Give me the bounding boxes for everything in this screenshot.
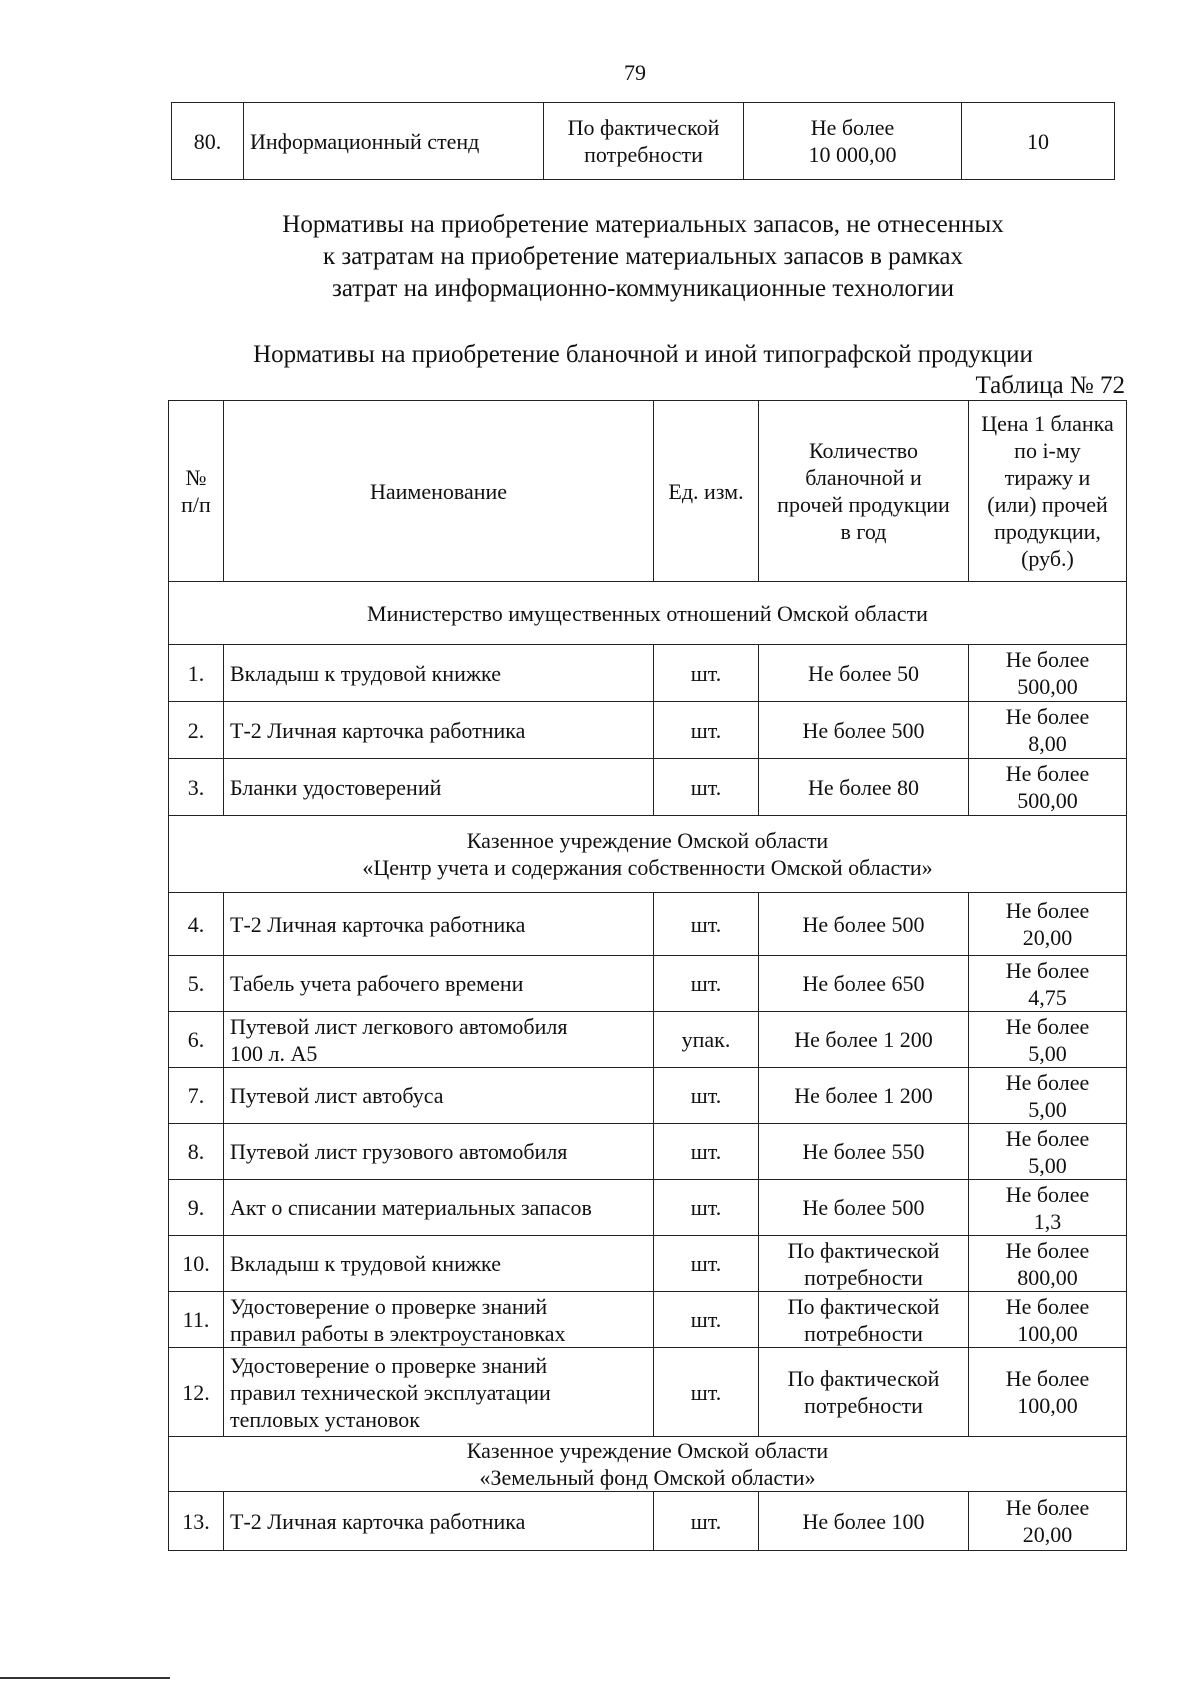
item-name: Т-2 Личная карточка работника	[224, 1492, 654, 1551]
row-number: 13.	[169, 1492, 224, 1551]
item-quantity: Не более 550	[759, 1124, 969, 1180]
item-unit: шт.	[654, 956, 759, 1012]
item-name: Удостоверение о проверке знаний правил технической эксплуатации тепловых установок	[224, 1348, 654, 1437]
table-row	[169, 1012, 1127, 1068]
item-unit: шт.	[654, 893, 759, 956]
item-name: Вкладыш к трудовой книжке	[224, 1236, 654, 1292]
table-row	[169, 645, 1127, 702]
section-heading: Нормативы на приобретение материальных запасов, не отнесенных к затратам на приобретение материальных запасов в рамках затрат на информационно-коммуникационные технологии	[282, 211, 1004, 302]
item-price: Не более 1,3	[969, 1180, 1127, 1236]
table-row	[169, 702, 1127, 759]
row-number: 11.	[169, 1292, 224, 1348]
item-quantity: Не более 1 200	[759, 1012, 969, 1068]
item-quantity: Не более 500	[759, 702, 969, 759]
item-unit: шт.	[654, 645, 759, 702]
item-quantity: Не более 80	[759, 759, 969, 816]
table-row	[169, 1348, 1127, 1437]
item-price: Не более 500,00	[969, 645, 1127, 702]
table-row	[169, 956, 1127, 1012]
header-quantity: Количество бланочной и прочей продукции в год	[759, 401, 969, 582]
table-row	[169, 1068, 1127, 1124]
item-name: Вкладыш к трудовой книжке	[224, 645, 654, 702]
row-number: 12.	[169, 1348, 224, 1437]
item-price: Не более 8,00	[969, 702, 1127, 759]
section-title: Казенное учреждение Омской области «Центр учета и содержания собственности Омской области»	[169, 816, 1127, 893]
page-number: 79	[624, 60, 646, 85]
item-unit: упак.	[654, 1012, 759, 1068]
section-row	[169, 816, 1127, 893]
row-number: 6.	[169, 1012, 224, 1068]
item-price: Не более 5,00	[969, 1124, 1127, 1180]
row-number: 9.	[169, 1180, 224, 1236]
row-number: 4.	[169, 893, 224, 956]
item-unit: шт.	[654, 1236, 759, 1292]
header-number: № п/п	[169, 401, 224, 582]
item-unit: шт.	[654, 1492, 759, 1551]
section-title: Министерство имущественных отношений Омской области	[169, 582, 1127, 645]
item-name: Удостоверение о проверке знаний правил работы в электроустановках	[224, 1292, 654, 1348]
item-quantity: Не более 100	[759, 1492, 969, 1551]
table-row	[169, 1492, 1127, 1551]
row-number: 10.	[169, 1236, 224, 1292]
item-price: Не более 800,00	[969, 1236, 1127, 1292]
table-row	[169, 1236, 1127, 1292]
row-number: 5.	[169, 956, 224, 1012]
item-quantity: Не более 1 200	[759, 1068, 969, 1124]
table-row	[169, 1292, 1127, 1348]
item-price: Не более 5,00	[969, 1012, 1127, 1068]
table-header-row	[169, 401, 1127, 582]
item-unit: шт.	[654, 702, 759, 759]
table-row	[169, 893, 1127, 956]
item-quantity: По фактической потребности	[759, 1236, 969, 1292]
header-unit: Ед. изм.	[654, 401, 759, 582]
item-name: Путевой лист легкового автомобиля 100 л. А5	[224, 1012, 654, 1068]
item-price: Не более 20,00	[969, 893, 1127, 956]
item-quantity: Не более 500	[759, 1180, 969, 1236]
item-name: Акт о списании материальных запасов	[224, 1180, 654, 1236]
table-row	[172, 103, 1115, 180]
section-row	[169, 582, 1127, 645]
norms-table	[168, 400, 1127, 1551]
item-unit: шт.	[654, 1124, 759, 1180]
row-number: 2.	[169, 702, 224, 759]
item-name: Бланки удостоверений	[224, 759, 654, 816]
item-name: Информационный стенд	[244, 103, 544, 180]
item-unit: шт.	[654, 759, 759, 816]
row-number: 1.	[169, 645, 224, 702]
page-edge-rule	[0, 1677, 170, 1679]
row-number: 7.	[169, 1068, 224, 1124]
item-price: Не более 4,75	[969, 956, 1127, 1012]
item-unit: шт.	[654, 1068, 759, 1124]
table-title: Нормативы на приобретение бланочной и иной типографской продукции	[253, 341, 1033, 368]
item-price: Не более 20,00	[969, 1492, 1127, 1551]
item-price: Не более 100,00	[969, 1292, 1127, 1348]
item-price: Не более 10 000,00	[744, 103, 962, 180]
row-number: 80.	[172, 103, 244, 180]
item-name: Путевой лист грузового автомобиля	[224, 1124, 654, 1180]
item-quantity: Не более 500	[759, 893, 969, 956]
item-quantity: Не более 650	[759, 956, 969, 1012]
item-price: Не более 5,00	[969, 1068, 1127, 1124]
table-number-label: Таблица № 72	[975, 372, 1125, 399]
item-quantity: По фактической потребности	[759, 1292, 969, 1348]
header-name: Наименование	[224, 401, 654, 582]
item-name: Путевой лист автобуса	[224, 1068, 654, 1124]
item-price: Не более 100,00	[969, 1348, 1127, 1437]
table-row	[169, 1180, 1127, 1236]
item-quantity: Не более 50	[759, 645, 969, 702]
item-unit: шт.	[654, 1180, 759, 1236]
item-quantity: По фактической потребности	[544, 103, 744, 180]
continued-table	[171, 102, 1115, 180]
item-price: Не более 500,00	[969, 759, 1127, 816]
item-unit: шт.	[654, 1292, 759, 1348]
section-row	[169, 1437, 1127, 1492]
item-name: Т-2 Личная карточка работника	[224, 893, 654, 956]
table-row	[169, 1124, 1127, 1180]
item-value: 10	[962, 103, 1115, 180]
table-row	[169, 759, 1127, 816]
row-number: 8.	[169, 1124, 224, 1180]
item-quantity: По фактической потребности	[759, 1348, 969, 1437]
row-number: 3.	[169, 759, 224, 816]
item-unit: шт.	[654, 1348, 759, 1437]
item-name: Табель учета рабочего времени	[224, 956, 654, 1012]
header-price: Цена 1 бланка по i-му тиражу и (или) прочей продукции, (руб.)	[969, 401, 1127, 582]
section-title: Казенное учреждение Омской области «Земельный фонд Омской области»	[169, 1437, 1127, 1492]
item-name: Т-2 Личная карточка работника	[224, 702, 654, 759]
